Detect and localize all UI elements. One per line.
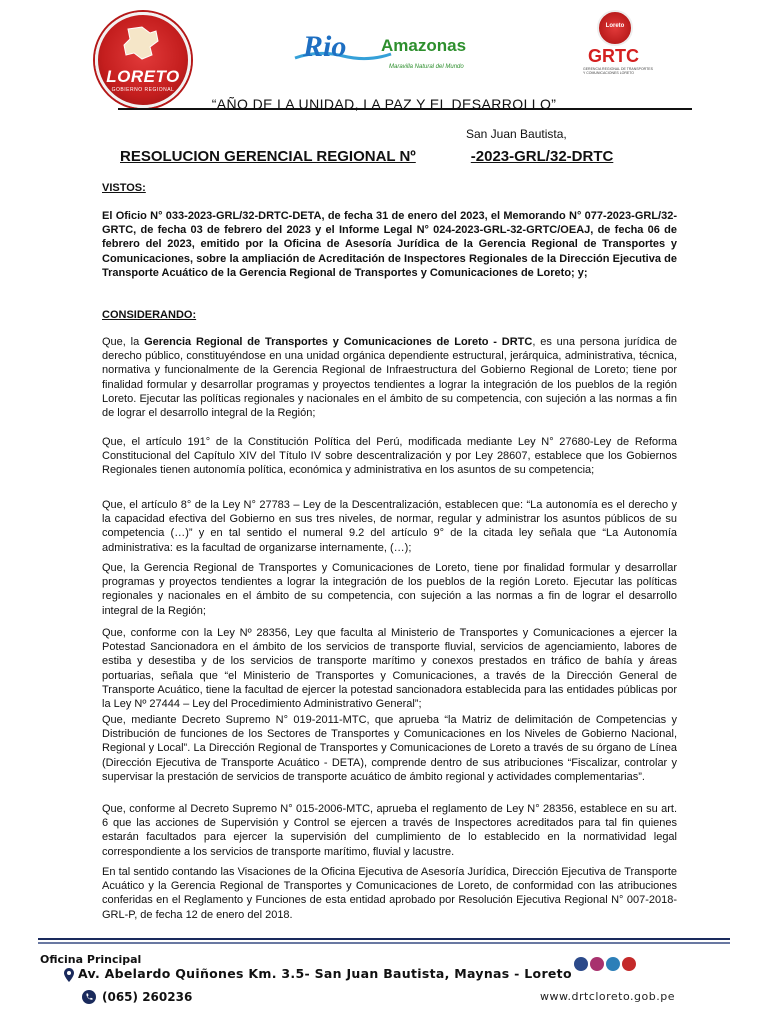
rio-amazonas-logo	[293, 30, 468, 80]
grtc-logo	[583, 10, 653, 90]
vistos-heading: VISTOS:	[102, 182, 146, 194]
phone-icon	[82, 990, 96, 1004]
resolution-title	[120, 148, 613, 165]
vistos-paragraph: El Oficio N° 033-2023-GRL/32-DRTC-DETA, de fecha 31 de enero del 2023, el Memorando N° 077-2023-GRL/32-GRTC, de fecha 03 de febrero del 2023 y el Informe Legal N° 024-2023-GRL-32-GRTC/OEAJ, de fecha 06 de febrero del 2023, emitido por la Oficina de Asesoría Jurídica de la Gerencia Regional de Transportes y Comunicaciones, sobre la ampliación de Acreditación de Inspectores Regionales de la Dirección Ejecutiva de Transporte Acuático de la Gerencia Regional de Transportes y Comunicaciones de Loreto; y;	[102, 210, 677, 279]
social-links	[574, 957, 636, 971]
footer-phone: (065) 260236	[102, 990, 193, 1004]
grtc-seal-icon: Loreto	[597, 10, 633, 46]
place-date: San Juan Bautista,	[466, 127, 567, 141]
logo-subtext: GOBIERNO REGIONAL	[111, 87, 175, 93]
twitter-icon[interactable]	[606, 957, 620, 971]
footer-website-link[interactable]: www.drtcloreto.gob.pe	[540, 990, 675, 1003]
title-part1: RESOLUCION GERENCIAL REGIONAL Nº	[120, 148, 416, 165]
footer-office-label: Oficina Principal	[40, 953, 142, 966]
considerando-paragraph-4: Que, la Gerencia Regional de Transportes y Comunicaciones de Loreto, tiene por finalidad formular y desarrollar programas y proyectos tendientes a lograr la integración de los pueblos de la región Loreto. Ejecutar las políticas regionales y nacionales en el ámbito de su competencia, con sujeción a las normas a fin de lograr el desarrollo integral de la Región;	[102, 562, 677, 617]
gobierno-regional-loreto-logo	[95, 12, 191, 108]
footer-address: Av. Abelardo Quiñones Km. 3.5- San Juan Bautista, Maynas - Loreto	[78, 966, 572, 981]
considerando-paragraph-2: Que, el artículo 191° de la Constitución Política del Perú, modificada mediante Ley N° 27680-Ley de Reforma Constitucional del Capítulo XIV del Título IV sobre descentralización y por Ley 28607, establece que los Gobiernos Regionales tienen autonomía política, económica y administrativa en los asuntos de su competencia;	[102, 436, 677, 477]
loreto-map-icon	[120, 25, 160, 63]
considerando-heading: CONSIDERANDO:	[102, 309, 197, 321]
logo-text: LORETO	[106, 67, 180, 86]
considerando-paragraph-1: Que, la Gerencia Regional de Transportes y Comunicaciones de Loreto - DRTC, es una persona jurídica de derecho público, constituyéndose en una unidad orgánica dependiente estructural, jerárquica, administrativa, técnica, normativa y funcionalmente de la Gerencia Regional de Infraestructura del Gobierno Regional de Loreto; tiene por finalidad formular y desarrollar programas y proyectos tendientes a lograr la integración de los pueblos de la región Loreto. Ejecutar las políticas regionales y nacionales en el ámbito de su competencia, con sujeción a las normas a fin de lograr el desarrollo integral de la Región;	[102, 336, 677, 420]
logo-rio-text: Rio	[303, 30, 347, 63]
considerando-paragraph-8: En tal sentido contando las Visaciones de la Oficina Ejecutiva de Asesoría Jurídica, Dirección Ejecutiva de Transporte Acuático y la Gerencia Regional de Transportes y Comunicaciones de Loreto, de conformidad con las atribuciones conferidas en el Reglamento y Funciones de esta entidad aprobado por Resolución Ejecutiva Regional N° 007-2018-GRL-P, de fecha 12 de enero del 2018.	[102, 866, 677, 921]
location-pin-icon	[64, 968, 74, 982]
grtc-description: GERENCIA REGIONAL DE TRANSPORTES Y COMUNICACIONES LORETO	[583, 67, 653, 75]
considerando-paragraph-6: Que, mediante Decreto Supremo N° 019-2011-MTC, que aprueba “la Matriz de delimitación de Competencias y Distribución de funciones de los Sectores de Transportes y Comunicaciones en los Niveles de Gobierno Nacional, Regional y Local”. La Dirección Regional de Transportes y Comunicaciones de Loreto a través de su órgano de Línea (Dirección Ejecutiva de Transporte Acuático - DETA), comprende dentro de sus atribuciones “Fiscalizar, controlar y supervisar la prestación de servicios de transporte acuático de ámbito regional y actividades complementarias”.	[102, 714, 677, 783]
logo-tagline: Maravilla Natural del Mundo	[389, 64, 464, 70]
facebook-icon[interactable]	[574, 957, 588, 971]
logo-amazonas-text: Amazonas	[381, 36, 467, 55]
instagram-icon[interactable]	[590, 957, 604, 971]
footer-divider	[38, 938, 730, 948]
drtc-name: Gerencia Regional de Transportes y Comunicaciones de Loreto - DRTC	[144, 336, 533, 348]
considerando-paragraph-3: Que, el artículo 8° de la Ley N° 27783 – Ley de la Descentralización, establecen que: “La autonomía es el derecho y la capacidad efectiva del Gobierno en sus tres niveles, de normar, regular y administrar los asuntos públicos de su competencia (…)” y en tal sentido el numeral 9.2 del artículo 9° de la citada ley señala que “La Autonomía administrativa: es la facultad de organizarse internamente, (…);	[102, 499, 677, 554]
considerando-paragraph-5: Que, conforme con la Ley Nº 28356, Ley que faculta al Ministerio de Transportes y Comunicaciones a ejercer la Potestad Sancionadora en el ámbito de los servicios de transporte fluvial, servicios de agenciamiento, labores de estiba y desestiba y de los servicios de transporte marítimo y conexos prestados en tráfico de bahía y áreas portuarias, señala que “el Ministerio de Transportes y Comunicaciones, a través de la Dirección General de Transporte Acuático, tiene la facultad de ejercer la potestad sancionadora establecida para las entidades públicas por la Ley Nº 27444 – Ley del Procedimiento Administrativo General”;	[102, 627, 677, 711]
considerando-paragraph-7: Que, conforme al Decreto Supremo N° 015-2006-MTC, aprueba el reglamento de Ley N° 28356, establece en su art. 6 que las acciones de Supervisión y Control se ejercen a través de Inspectores acreditados para tal fin quienes estarán facultados para ejercer la supervisión del cumplimiento de lo establecido en la normatividad legal correspondiente a los servicios de transporte marítimo, fluvial y lacustre.	[102, 803, 677, 858]
youtube-icon[interactable]	[622, 957, 636, 971]
grtc-name: GRTC	[588, 46, 639, 66]
title-part2: -2023-GRL/32-DRTC	[470, 148, 614, 165]
year-motto: “AÑO DE LA UNIDAD, LA PAZ Y EL DESARROLLO”	[211, 96, 557, 112]
